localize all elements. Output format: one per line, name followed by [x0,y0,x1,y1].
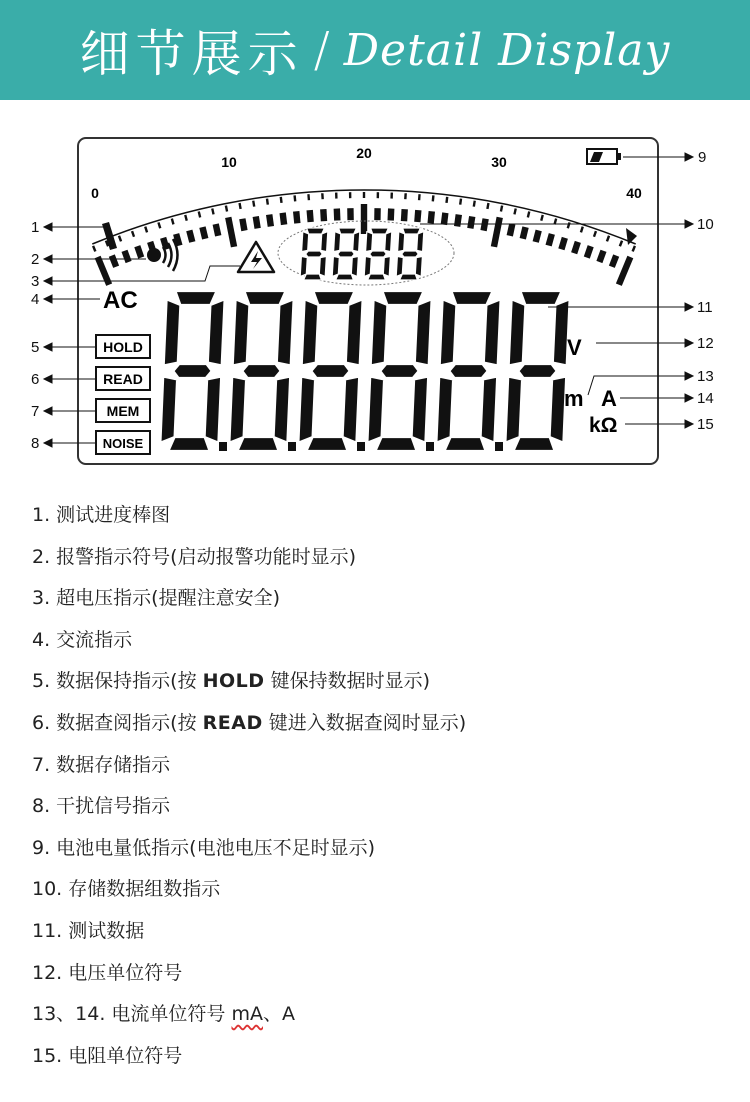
read-key: READ [202,711,263,734]
callout-6: 6 [31,371,40,388]
digit-segment [346,299,363,365]
digit-segment [396,256,403,276]
digit-segment [332,256,339,276]
digit-segment [382,291,423,305]
callout-1: 1 [31,219,40,236]
scale-label-0: 0 [91,185,99,201]
scale-tick [321,193,324,199]
digit-segment [208,299,225,365]
bargraph-segment [491,217,503,248]
bargraph-segment [428,211,436,224]
hold-key: HOLD [202,670,265,693]
main-reading-digits [160,291,569,451]
digit-segment [398,232,405,252]
list-item: 13、14. 电流单位符号 mA、A [32,1003,295,1026]
ac-indicator: AC [103,287,138,314]
bargraph-start-mark [102,222,117,250]
scale-tick [238,203,241,209]
list-item: 12. 电压单位符号 [32,961,183,984]
noise-indicator [96,431,150,454]
memory-count-digits [300,228,424,280]
mem-label: MEM [106,403,140,419]
digit-segment [307,228,325,234]
callout-14: 14 [697,390,714,407]
scale-tick [632,245,637,252]
list-item: 1. 测试进度棒图 [32,504,171,526]
scale-label-30: 30 [491,154,507,170]
bargraph-segment [616,256,633,286]
digit-segment [233,299,250,365]
digit-segment [336,274,354,280]
bargraph-segment [374,208,381,220]
bargraph-segment [507,223,516,236]
unit-amp: A [601,386,617,411]
bargraph-segment [454,214,462,227]
digit-segment [306,251,323,257]
bargraph-segment [225,217,237,248]
digit-segment [505,377,522,443]
lcd-diagram [0,128,750,473]
callout-15: 15 [697,416,714,433]
bargraph-segment [401,209,408,221]
list-item: 3. 超电压指示(提醒注意安全) [32,587,280,610]
digit-segment [415,256,422,276]
bargraph-segment [253,216,261,229]
scale-tick [513,208,517,214]
scale-tick [500,205,504,211]
digit-segment [368,274,386,280]
callout-9: 9 [698,149,707,166]
digit-segment [449,364,487,378]
scale-tick [118,235,122,242]
bargraph-segment [109,254,119,268]
list-item: 5. 数据保持指示(按 HOLD 键保持数据时显示) [32,670,431,693]
bargraph-segment [213,223,222,236]
bargraph-segment [320,209,327,221]
digit-segment [300,256,307,276]
digit-segment [371,299,388,365]
scale-tick [252,201,255,207]
scale-tick [225,205,229,211]
scale-tick [171,218,175,224]
scale-tick [131,231,135,237]
digit-segment [385,232,392,252]
list-item: 4. 交流指示 [32,628,133,651]
digit-segment [380,364,418,378]
bargraph-segment [280,212,288,225]
digit-segment [484,299,501,365]
noise-label: NOISE [102,436,144,451]
digit-segment [402,251,419,257]
digit-segment [319,256,326,276]
bargraph-segment [347,208,354,220]
callout-10: 10 [697,216,714,233]
digit-segment [173,364,211,378]
decimal-point [288,442,296,451]
digit-segment [370,251,387,257]
digit-segment [244,291,285,305]
digit-segment [242,364,280,378]
list-item: 7. 数据存储指示 [32,753,171,776]
digit-segment [412,377,429,443]
high-voltage-triangle-icon [238,242,274,272]
bargraph-segment [122,250,132,263]
list-item: 2. 报警指示符号(启动报警功能时显示) [32,545,356,568]
list-item: 10. 存储数据组数指示 [32,878,221,901]
callout-3: 3 [31,273,40,290]
legend-list [32,495,732,1077]
title-slash: / [313,22,330,78]
list-item: 9. 电池电量低指示(电池电压不足时显示) [32,836,375,859]
mem-indicator [96,399,150,422]
digit-segment [175,291,216,305]
scale-tick [486,203,489,209]
bargraph-segment [584,245,594,259]
digit-segment [481,377,498,443]
bargraph-segment [361,204,367,234]
unit-volt: V [567,335,582,360]
digit-segment [321,232,328,252]
scale-tick [198,211,202,217]
scale-tick [593,231,597,237]
hold-indicator [96,335,150,358]
decimal-point [357,442,365,451]
scale-tick [606,235,610,242]
scale-tick [266,199,269,205]
scale-tick [404,193,407,199]
callout-5: 5 [31,339,40,356]
digit-segment [440,299,457,365]
scale-tick [363,192,365,198]
scale-tick [619,240,624,246]
scale-tick [473,201,476,207]
scale-tick [432,195,435,201]
digit-segment [520,291,561,305]
scale-tick [307,194,310,200]
digit-segment [343,377,360,443]
digit-segment [304,274,322,280]
scale-tick [335,193,338,199]
bargraph-segment [199,226,208,239]
digit-segment [375,437,416,451]
callout-12: 12 [697,335,714,352]
scale-tick [349,192,352,198]
decimal-point [426,442,434,451]
bargraph-segment [414,210,421,222]
read-label: READ [103,371,143,387]
digit-segment [313,291,354,305]
digit-segment [338,251,355,257]
bargraph-segment [467,216,475,229]
scale-tick [540,215,544,221]
scale-tick [459,199,462,205]
scale-tick [377,192,380,198]
bargraph-segment [334,208,341,220]
digit-segment [229,377,246,443]
digit-segment [383,256,390,276]
decimal-point [495,442,503,451]
digit-segment [364,256,371,276]
digit-segment [168,437,209,451]
bargraph-segment [293,211,301,224]
scale-tick [293,195,296,201]
callout-2: 2 [31,251,40,268]
scale-tick [527,211,531,217]
scale-label-40: 40 [626,185,642,201]
scale-label-10: 10 [221,154,237,170]
digit-segment [366,232,373,252]
scale-tick [567,222,571,229]
title-english: Detail Display [343,24,671,76]
scale-tick [211,208,215,214]
digit-segment [334,232,341,252]
digit-segment [518,364,556,378]
digit-segment [367,377,384,443]
scale-tick [390,193,393,199]
ma-unit: mA [231,1003,263,1026]
scale-tick [445,197,448,203]
list-item: 8. 干扰信号指示 [32,795,171,818]
digit-segment [205,377,222,443]
digit-segment [353,232,360,252]
read-indicator [96,367,150,390]
digit-segment [302,299,319,365]
bargraph-segment [480,218,488,231]
callout-13: 13 [697,368,714,385]
bargraph-segment [533,230,542,243]
digit-segment [403,228,421,234]
unit-kohm: kΩ [589,414,618,437]
callout-7: 7 [31,403,40,420]
digit-segment [451,291,492,305]
bargraph-segment [186,230,195,243]
digit-segment [274,377,291,443]
scale-label-20: 20 [356,145,372,161]
bargraph-segment [307,210,314,222]
bargraph-segment [239,218,247,231]
digit-segment [509,299,526,365]
scale-tick [157,222,161,229]
bargraph-segment [134,245,144,259]
scale-tick [418,194,421,200]
digit-segment [513,437,554,451]
bargraph-segment [596,250,606,263]
bargraph-segment [520,226,529,239]
bargraph-segment [558,237,568,250]
bargraph-segment [571,241,581,254]
digit-segment [164,299,181,365]
digit-segment [417,232,424,252]
battery-low-icon [587,149,621,164]
callout-8: 8 [31,435,40,452]
digit-segment [277,299,294,365]
digit-segment [436,377,453,443]
list-item: 11. 测试数据 [32,919,145,942]
digit-segment [237,437,278,451]
bargraph-segment [388,208,395,220]
digit-segment [311,364,349,378]
decimal-point [219,442,227,451]
unit-milli: m [564,386,584,411]
digit-segment [444,437,485,451]
bargraph-segment [546,233,555,246]
digit-segment [339,228,357,234]
hold-label: HOLD [103,339,143,355]
digit-segment [298,377,315,443]
digit-segment [160,377,177,443]
digit-segment [351,256,358,276]
list-item: 15. 电阻单位符号 [32,1044,183,1067]
title-chinese: 细节展示 [79,25,304,83]
scale-tick [184,215,188,221]
scale-tick [144,226,148,232]
bargraph-segment [441,212,449,225]
list-item: 6. 数据查阅指示(按 READ 键进入数据查阅时显示) [32,711,467,734]
bargraph-segment [266,214,274,227]
scale-tick [92,245,97,252]
header-banner [0,0,750,100]
digit-segment [400,274,418,280]
callout-11: 11 [697,299,713,316]
scale-tick [280,197,283,203]
callout-4: 4 [31,291,40,308]
digit-segment [371,228,389,234]
digit-segment [415,299,432,365]
digit-segment [306,437,347,451]
bargraph-segment [609,254,619,268]
scale-tick [580,226,584,232]
digit-segment [302,232,309,252]
